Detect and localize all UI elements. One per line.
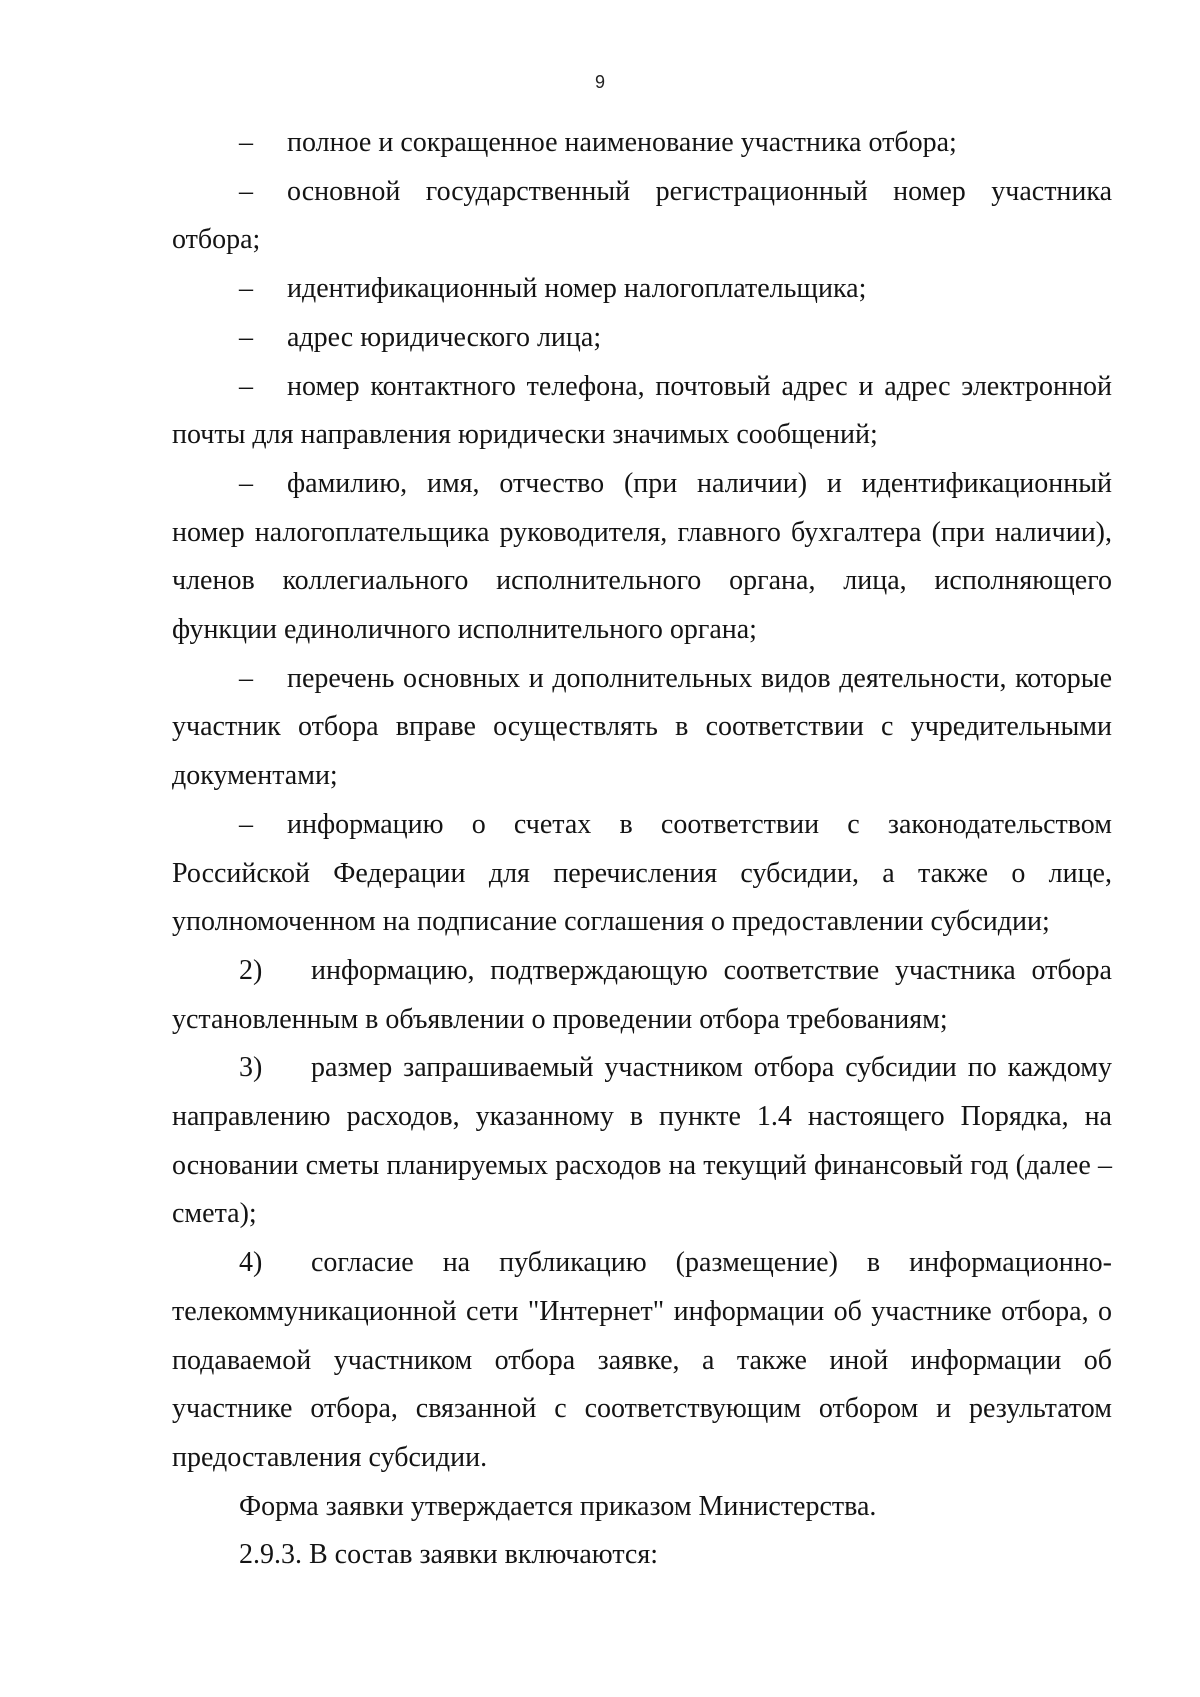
page-number: 9 xyxy=(594,72,605,92)
document-body xyxy=(172,119,1112,1580)
list-number: 3) xyxy=(239,1052,263,1084)
list-item-text: полное и сокращенное наименование участника отбора; xyxy=(287,127,957,158)
list-item-text: информацию о счетах в соответствии с законодательством Российской Федерации для перечисления субсидии, а также о лице, уполномоченном на подписание соглашения о предоставлении субсидии; xyxy=(172,808,1112,938)
list-dash: – xyxy=(239,370,253,402)
list-item-text: информацию, подтверждающую соответствие участника отбора установленным в объявлении о проведении отбора требованиям; xyxy=(172,954,1112,1035)
list-item-activities xyxy=(172,655,1112,801)
list-item-text: перечень основных и дополнительных видов деятельности, которые участник отбора вправе осуществлять в соответствии с учредительными документами; xyxy=(172,662,1112,792)
list-item-3 xyxy=(172,1044,1112,1239)
list-item-management xyxy=(172,460,1112,655)
list-item-text: идентификационный номер налогоплательщика; xyxy=(287,273,867,305)
list-item-ogrn xyxy=(172,168,1112,265)
list-number: 2) xyxy=(239,954,263,986)
list-item-accounts xyxy=(172,801,1112,947)
list-item-contacts xyxy=(172,363,1112,460)
list-item-text: размер запрашиваемый участником отбора субсидии по каждому направлению расходов, указанному в пункте 1.4 настоящего Порядка, на основании сметы планируемых расходов на текущий финансовый год (далее – смета); xyxy=(172,1052,1112,1230)
list-number: 4) xyxy=(239,1247,263,1279)
list-item-address xyxy=(172,314,1112,363)
section-heading-2-9-3: 2.9.3. В состав заявки включаются: xyxy=(239,1539,659,1571)
list-dash: – xyxy=(239,175,253,207)
list-item-text: согласие на публикацию (размещение) в информационно-телекоммуникационной сети "Интернет" информации об участнике отбора, о подаваемой участником отбора заявке, а также иной информации об участнике отбора, связанной с соответствующим отбором и результатом предоставления субсидии. xyxy=(172,1247,1112,1473)
list-dash: – xyxy=(239,467,253,499)
list-item-text: основной государственный регистрационный номер участника отбора; xyxy=(172,175,1112,256)
list-dash: – xyxy=(239,127,253,158)
list-item-full-name xyxy=(172,119,1112,168)
list-dash: – xyxy=(239,273,253,305)
list-item-2 xyxy=(172,947,1112,1044)
list-item-4 xyxy=(172,1239,1112,1483)
list-dash: – xyxy=(239,808,253,840)
list-dash: – xyxy=(239,662,253,694)
list-item-text: фамилию, имя, отчество (при наличии) и идентификационный номер налогоплательщика руководителя, главного бухгалтера (при наличии), членов коллегиального исполнительного органа, лица, исполняющего функции единоличного исполнительного органа; xyxy=(172,467,1112,646)
list-item-inn xyxy=(172,265,1112,314)
list-item-text: адрес юридического лица; xyxy=(287,321,602,353)
list-item-text: номер контактного телефона, почтовый адрес и адрес электронной почты для направления юридически значимых сообщений; xyxy=(172,370,1112,451)
closing-paragraph-form: Форма заявки утверждается приказом Министерства. xyxy=(239,1490,877,1522)
list-dash: – xyxy=(239,321,253,353)
